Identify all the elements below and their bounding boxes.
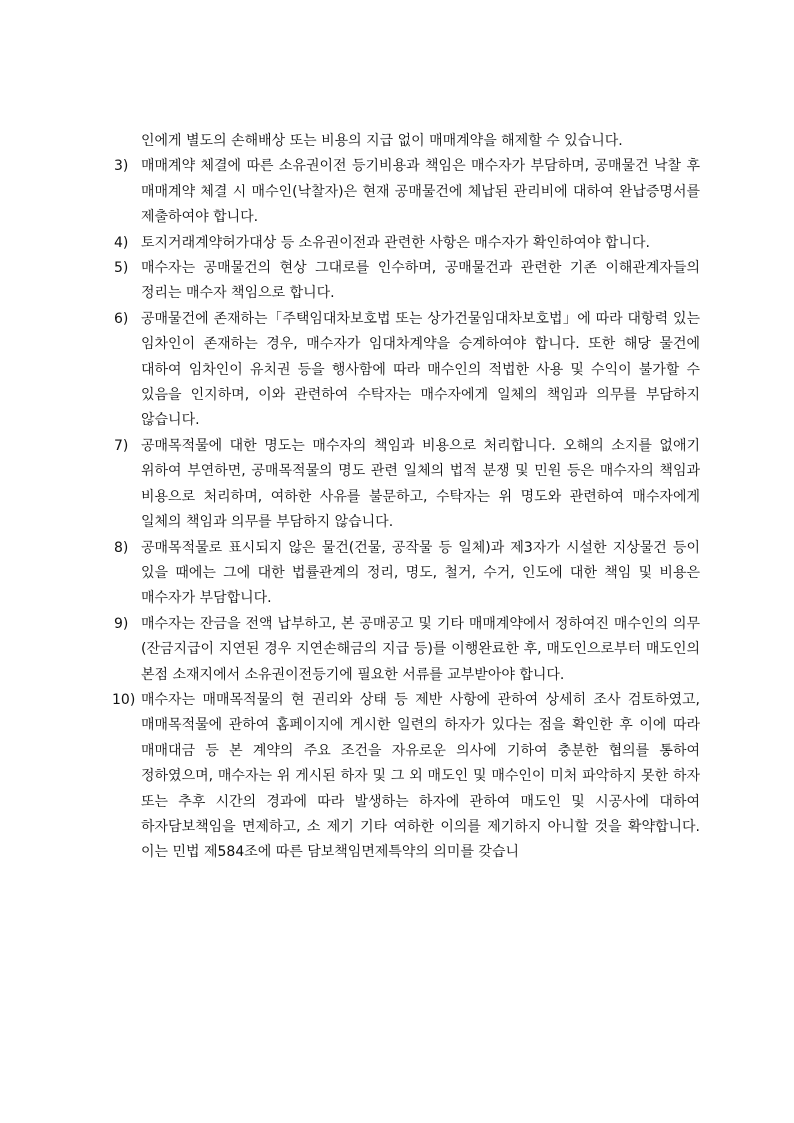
list-item: [114, 434, 700, 536]
list-item: [114, 612, 700, 688]
item-number: 6): [114, 310, 129, 327]
list-item: [114, 307, 700, 434]
list-item: [114, 536, 700, 612]
list-item: [114, 256, 700, 307]
list-item: [114, 154, 700, 230]
item-text: 공매목적물에 대한 명도는 매수자의 책임과 비용으로 처리합니다. 오해의 소지를 없애기 위하여 부연하면, 공매목적물의 명도 관련 일체의 법적 분쟁 및 민원 등은 매수자의 책임과 비용으로 처리하며, 여하한 사유를 불문하고, 수탁자는 위 명도와 관련하여 매수자에게 일체의 책임과 의무를 부담하지 않습니다.: [141, 437, 700, 531]
list-item: [114, 231, 700, 256]
terms-list: [114, 129, 700, 866]
item-number: 5): [114, 260, 129, 277]
item-text: 매수자는 공매물건의 현상 그대로를 인수하며, 공매물건과 관련한 기존 이해관계자들의 정리는 매수자 책임으로 합니다.: [141, 260, 700, 302]
list-item: [114, 688, 700, 866]
continuation-text: 인에게 별도의 손해배상 또는 비용의 지급 없이 매매계약을 해제할 수 있습니다.: [141, 133, 623, 149]
item-number: 7): [114, 437, 129, 454]
item-text: 매수자는 매매목적물의 현 권리와 상태 등 제반 사항에 관하여 상세히 조사 검토하였고, 매매목적물에 관하여 홈페이지에 게시한 일련의 하자가 있다는 점을 확인한 후 이에 따라 매매대금 등 본 계약의 주요 조건을 자유로운 의사에 기하여 충분한 협의를 통하여 정하였으며, 매수자는 위 게시된 하자 및 그 외 매도인 및 매수인이 미처 파악하지 못한 하자 또는 추후 시간의 경과에 따라 발생하는 하자에 관하여 매도인 및 시공사에 대하여 하자담보책임을 면제하고, 소 제기 기타 여하한 이의를 제기하지 아니할 것을 확약합니다. 이는 민법 제584조에 따른 담보책임면제특약의 의미를 갖습니: [141, 691, 700, 861]
item-text: 공매목적물로 표시되지 않은 물건(건물, 공작물 등 일체)과 제3자가 시설한 지상물건 등이 있을 때에는 그에 대한 법률관계의 정리, 명도, 철거, 수거, 인도에 대한 책임 및 비용은 매수자가 부담합니다.: [141, 539, 700, 607]
item-number: 8): [114, 539, 129, 556]
item-number: 10): [112, 691, 136, 708]
item-number: 9): [114, 615, 129, 632]
item-text: 토지거래계약허가대상 등 소유권이전과 관련한 사항은 매수자가 확인하여야 합니다.: [141, 234, 650, 251]
item-number: 3): [114, 158, 129, 175]
item-text: 매매계약 체결에 따른 소유권이전 등기비용과 책임은 매수자가 부담하며, 공매물건 낙찰 후 매매계약 체결 시 매수인(낙찰자)은 현재 공매물건에 체납된 관리비에 대하여 완납증명서를 제출하여야 합니다.: [141, 158, 700, 226]
item-text: 매수자는 잔금을 전액 납부하고, 본 공매공고 및 기타 매매계약에서 정하여진 매수인의 의무(잔금지급이 지연된 경우 지연손해금의 지급 등)를 이행완료한 후, 매도인으로부터 매도인의 본점 소재지에서 소유권이전등기에 필요한 서류를 교부받아야 합니다.: [141, 615, 700, 683]
item-text: 공매물건에 존재하는「주택임대차보호법 또는 상가건물임대차보호법」에 따라 대항력 있는 임차인이 존재하는 경우, 매수자가 임대차계약을 승계하여야 합니다. 또한 해당 물건에 대하여 임차인이 유치권 등을 행사함에 따라 매수인의 적법한 사용 및 수익이 불가할 수 있음을 인지하며, 이와 관련하여 수탁자는 매수자에게 일체의 책임과 의무를 부담하지 않습니다.: [141, 310, 700, 429]
item-number: 4): [114, 234, 129, 251]
